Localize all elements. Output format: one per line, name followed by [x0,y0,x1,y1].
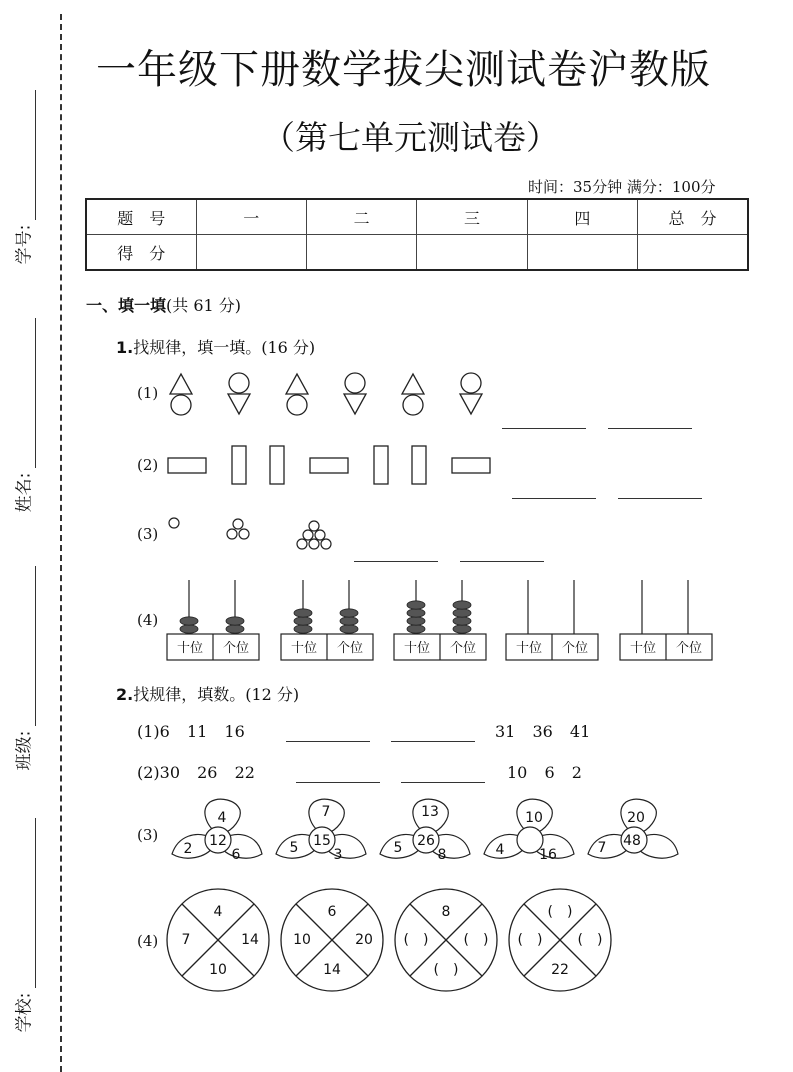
answer-blank[interactable] [401,782,485,783]
score-header-cell: 四 [527,199,637,235]
question-2 [116,682,299,705]
sequence-number: 41 [569,722,591,741]
flower-top: 7 [321,804,331,820]
ones-label: 个位 [561,641,589,656]
item-label: (2) [137,456,159,474]
score-cell[interactable] [306,235,416,271]
sequence-number: 26 [197,763,218,782]
circle-right: ( ) [577,932,603,948]
flower-left: 7 [597,840,607,856]
score-cell[interactable] [417,235,527,271]
sequence-2-end [507,763,582,782]
name-line[interactable] [35,318,36,468]
vertical-rectangle-shape [374,446,388,484]
flower-right: 8 [437,847,447,863]
answer-blank[interactable] [354,561,438,562]
circle-right: ( ) [463,932,489,948]
circle-pattern [166,515,346,555]
vertical-rectangle-shape [232,446,246,484]
circle-triangle-shape [460,373,482,414]
cut-line [60,14,62,1072]
ones-label: 个位 [675,641,703,656]
sequence-number: 6 [159,722,170,741]
score-header-cell: 总 分 [638,199,748,235]
flower-puzzles [166,796,686,872]
abacus-bead [340,625,358,633]
circle-bottom: 10 [209,962,227,978]
class-label: 班级: [14,730,35,771]
item-label: (1) [137,384,159,402]
abacus-bead [453,625,471,633]
item-label: (4) [137,611,159,629]
triangle-circle-shape [402,374,424,415]
circle-triangle-shape [344,373,366,414]
school-line[interactable] [35,818,36,988]
tens-label: 十位 [176,641,204,656]
abacus-bead [294,617,312,625]
sequence-2-start [137,763,255,782]
item-label: (3) [137,525,159,543]
sequence-number: 30 [159,763,181,782]
circle-top: ( ) [547,904,573,920]
exam-meta: 时间：35分钟 满分：100分 [528,178,716,196]
tens-label: 十位 [629,641,657,656]
answer-blank[interactable] [460,561,544,562]
abacus-bead [180,625,198,633]
sequence-1-start [137,722,245,741]
answer-blank[interactable] [512,498,596,499]
score-header-cell: 一 [196,199,306,235]
answer-blank[interactable] [391,741,475,742]
page-title: 一年级下册数学拔尖测试卷沪教版 [96,47,711,93]
circle-top: 6 [327,904,337,920]
flower-top: 4 [217,810,227,826]
question-text: 找规律，填一填。(16 分) [133,338,316,357]
tens-label: 十位 [515,641,543,656]
circle-left: ( ) [403,932,429,948]
sequence-number: 36 [532,722,553,741]
school-label: 学校: [14,992,35,1033]
score-header-cell: 二 [306,199,416,235]
circle-puzzles [164,886,694,994]
abacus-bead [226,617,244,625]
abacus-row [166,578,716,664]
circle-left: ( ) [517,932,543,948]
sequence-number: 2 [571,763,582,782]
shape-pattern-1 [160,372,490,418]
circle-right: 20 [355,932,373,948]
horizontal-rectangle-shape [310,458,348,473]
flower-left: 5 [393,840,403,856]
score-table-score-row [86,235,748,271]
abacus-bead [340,609,358,617]
class-line[interactable] [35,566,36,726]
flower-top: 13 [421,804,439,820]
ones-label: 个位 [449,641,477,656]
flower-right: 3 [333,847,343,863]
sequence-number: 6 [544,763,555,782]
score-cell[interactable] [638,235,748,271]
flower-left: 5 [289,840,299,856]
answer-blank[interactable] [608,428,692,429]
circle-right: 14 [241,932,259,948]
item-label: (1) [137,722,160,741]
section-heading [86,293,241,316]
question-number: 2. [116,685,134,704]
question-text: 找规律，填数。(12 分) [133,685,300,704]
student-id-line[interactable] [35,90,36,220]
section-points: (共 61 分) [166,296,242,315]
flower-left: 4 [495,842,505,858]
name-label: 姓名: [14,472,35,513]
score-table [85,198,749,271]
circle-triangle-shape [228,373,250,414]
circle-bottom: 22 [551,962,569,978]
abacus-bead [407,609,425,617]
circle-bottom: 14 [323,962,341,978]
score-cell[interactable] [196,235,306,271]
score-row-label: 得 分 [86,235,196,271]
question-number: 1. [116,338,134,357]
score-header-cell: 题 号 [86,199,196,235]
abacus-bead [407,625,425,633]
abacus-bead [294,625,312,633]
circle-left: 7 [181,932,191,948]
horizontal-rectangle-shape [452,458,490,473]
binding-margin [0,0,80,1072]
abacus-bead [407,601,425,609]
answer-blank[interactable] [286,741,370,742]
abacus-bead [453,601,471,609]
abacus-bead [226,625,244,633]
answer-blank[interactable] [618,498,702,499]
abacus-bead [453,609,471,617]
flower-center: 26 [417,833,435,849]
sequence-1-end [495,722,590,741]
page-subtitle: （第七单元测试卷） [262,118,559,157]
sequence-number: 22 [234,763,255,782]
ones-label: 个位 [222,641,250,656]
circle-top: 8 [441,904,451,920]
section-title: 一、填一填 [86,296,167,315]
abacus-bead [294,609,312,617]
tens-label: 十位 [290,641,318,656]
flower-center: 15 [313,833,331,849]
flower-center: 12 [209,833,227,849]
flower-left: 2 [183,841,193,857]
ones-label: 个位 [336,641,364,656]
item-label: (4) [137,932,159,950]
score-header-cell: 三 [417,199,527,235]
flower-center: 48 [623,833,641,849]
abacus-bead [453,617,471,625]
student-id-label: 学号: [14,224,35,265]
abacus-bead [407,617,425,625]
tens-label: 十位 [403,641,431,656]
sequence-number: 16 [224,722,245,741]
sequence-number: 31 [495,722,516,741]
circle-left: 10 [293,932,311,948]
sequence-number: 11 [186,722,208,741]
abacus-bead [180,617,198,625]
abacus-bead [340,617,358,625]
flower-top: 10 [525,810,543,826]
sequence-number: 10 [507,763,528,782]
score-cell[interactable] [527,235,637,271]
item-label: (2) [137,763,160,782]
answer-blank[interactable] [296,782,380,783]
flower-right: 6 [231,847,241,863]
horizontal-rectangle-shape [168,458,206,473]
question-1 [116,335,315,358]
circle-top: 4 [213,904,223,920]
item-label: (3) [137,826,159,844]
flower-right: 16 [539,847,557,863]
triangle-circle-shape [170,374,192,415]
vertical-rectangle-shape [270,446,284,484]
answer-blank[interactable] [502,428,586,429]
flower-top: 20 [627,810,645,826]
vertical-rectangle-shape [412,446,426,484]
triangle-circle-shape [286,374,308,415]
shape-pattern-2 [166,444,496,486]
circle-bottom: ( ) [433,962,459,978]
score-table-header-row [86,199,748,235]
